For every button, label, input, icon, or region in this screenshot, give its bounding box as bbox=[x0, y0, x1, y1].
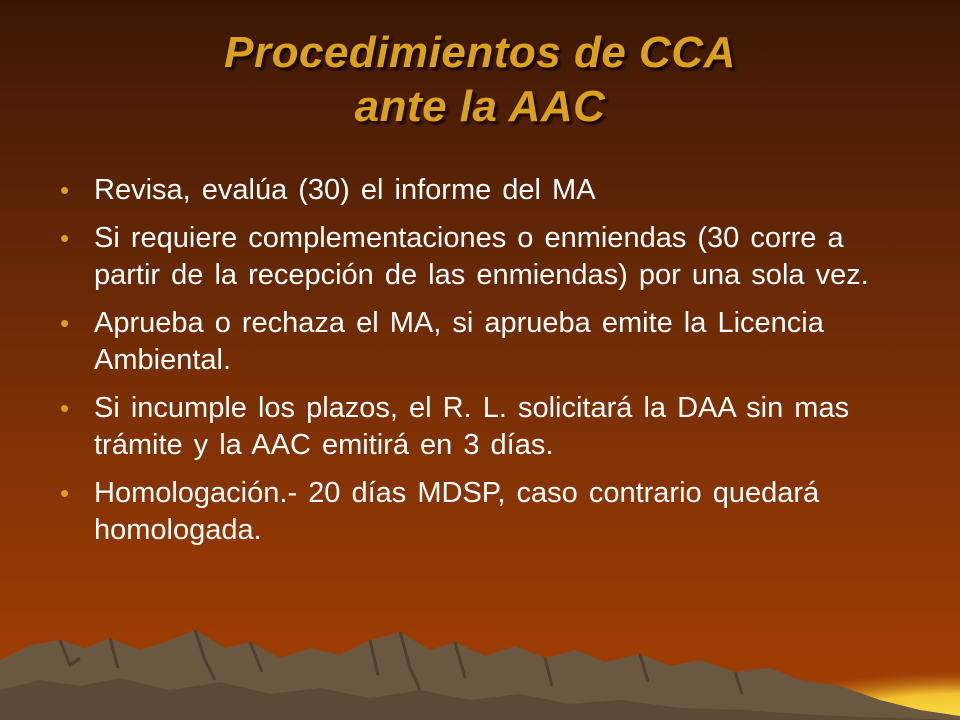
bullet-item bbox=[60, 220, 920, 294]
bullet-item bbox=[60, 172, 920, 209]
bullet-dot-icon: • bbox=[60, 478, 70, 508]
bullet-list bbox=[60, 172, 920, 560]
bullet-text: Homologación.- 20 días MDSP, caso contrario quedará homologada. bbox=[94, 477, 820, 546]
bullet-dot-icon: • bbox=[60, 393, 70, 423]
bullet-item bbox=[60, 305, 920, 379]
bullet-item bbox=[60, 390, 920, 464]
bullet-text: Aprueba o rechaza el MA, si aprueba emite la Licencia Ambiental. bbox=[94, 307, 824, 376]
bullet-text: Revisa, evalúa (30) el informe del MA bbox=[94, 174, 596, 206]
bullet-dot-icon: • bbox=[60, 223, 70, 253]
bullet-text: Si incumple los plazos, el R. L. solicitará la DAA sin mas trámite y la AAC emitirá en 3 días. bbox=[94, 392, 850, 461]
bullet-dot-icon: • bbox=[60, 175, 70, 205]
bullet-dot-icon: • bbox=[60, 308, 70, 338]
mountain-range-decoration bbox=[0, 620, 960, 720]
title-line-1: Procedimientos de CCA bbox=[224, 28, 736, 77]
bullet-item bbox=[60, 475, 920, 549]
title-line-2: ante la AAC bbox=[354, 82, 606, 131]
bullet-text: Si requiere complementaciones o enmiendas (30 corre a partir de la recepción de las enmiendas) por una sola vez. bbox=[94, 222, 869, 291]
slide-title bbox=[0, 26, 960, 134]
